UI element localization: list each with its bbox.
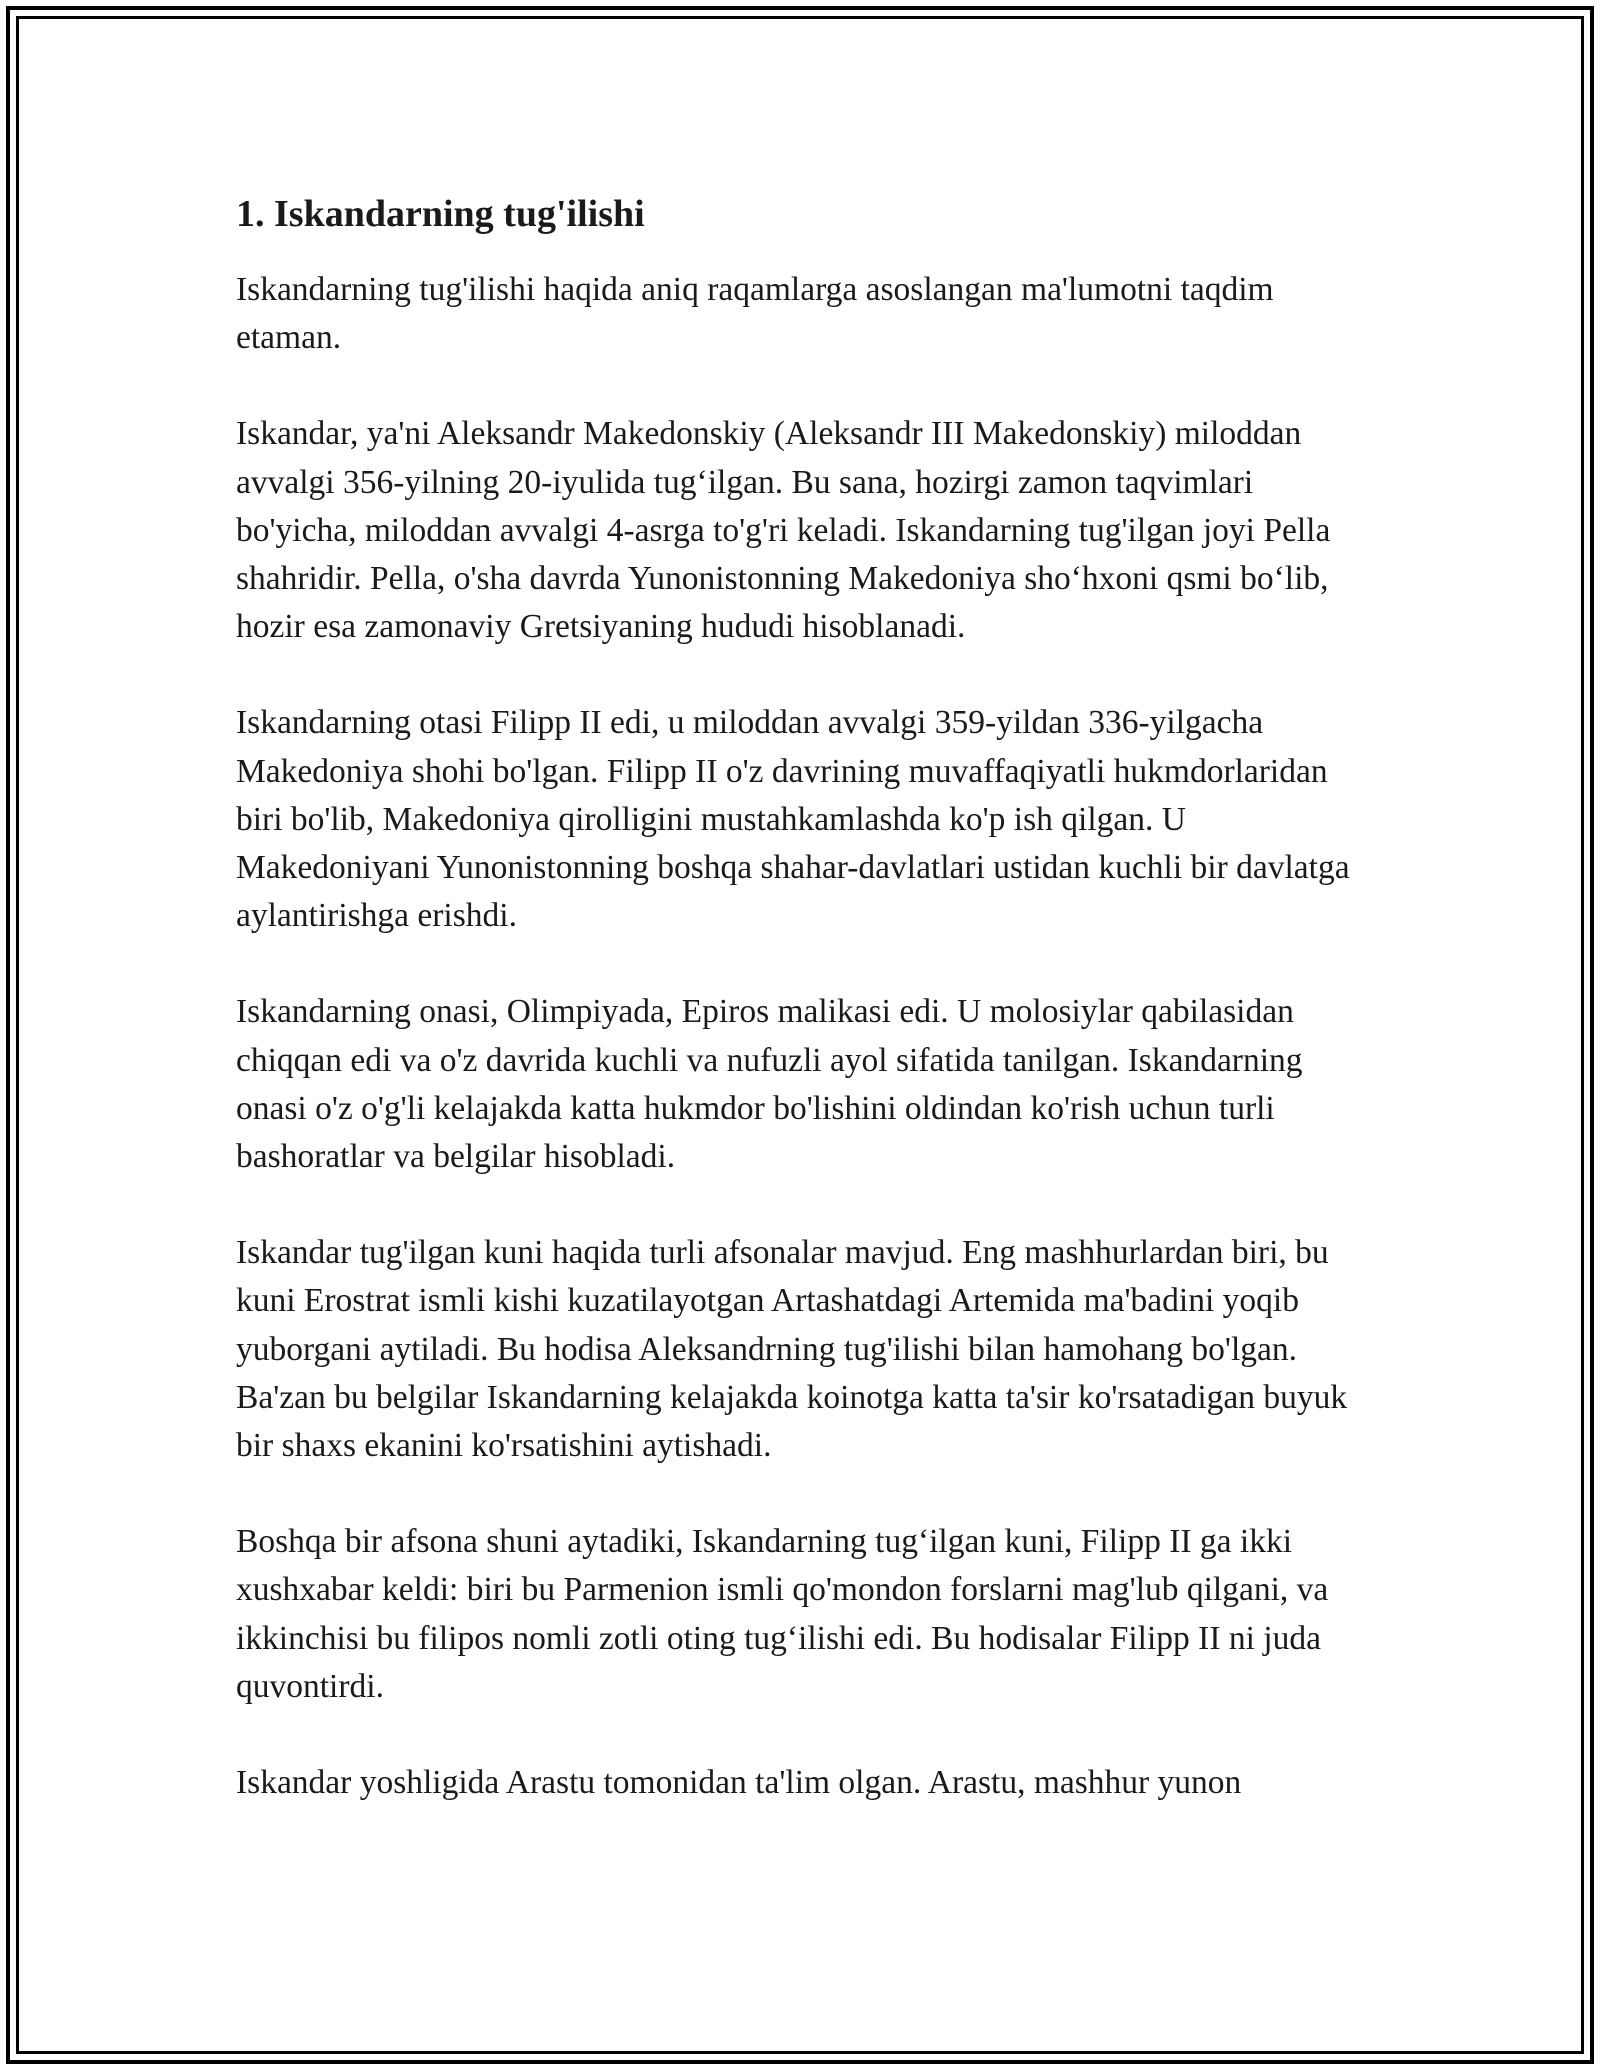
paragraph-intro: Iskandarning tug'ilishi haqida aniq raqamlarga asoslangan ma'lumotni taqdim etaman.: [236, 271, 1274, 357]
paragraph-birth: Iskandar, ya'ni Aleksandr Makedonskiy (Aleksandr III Makedonskiy) miloddan avvalgi 356-yilning 20-iyulida tug‘ilgan. Bu sana, hozirgi zamon taqvimlari bo'yicha, miloddan avvalgi 4-asrga to'g'ri keladi. Iskandarning tug'ilgan joyi Pella shahridir. Pella, o'sha davrda Yunonistonning Makedoniya sho‘hxoni qsmi bo‘lib, hozir esa zamonaviy Gretsiyaning hududi hisoblanadi.: [236, 415, 1331, 646]
paragraph-legend-news: Boshqa bir afsona shuni aytadiki, Iskandarning tug‘ilgan kuni, Filipp II ga ikki xushxabar keldi: biri bu Parmenion ismli qo'mondon forslarni mag'lub qilgani, va ikkinchisi bu filipos nomli zotli oting tug‘ilishi edi. Bu hodisalar Filipp II ni juda quvontirdi.: [236, 1523, 1329, 1705]
paragraph-mother: Iskandarning onasi, Olimpiyada, Epiros malikasi edi. U molosiylar qabilasidan chiqqan edi va o'z davrida kuchli va nufuzli ayol sifatida tanilgan. Iskandarning onasi o'z o'g'li kelajakda katta hukmdor bo'lishini oldindan ko'rish uchun turli bashoratlar va belgilar hisobladi.: [236, 993, 1303, 1176]
document-body: [236, 186, 1376, 1807]
paragraph-father: Iskandarning otasi Filipp II edi, u miloddan avvalgi 359-yildan 336-yilgacha Makedoniya shohi bo'lgan. Filipp II o'z davrining muvaffaqiyatli hukmdorlaridan biri bo'lib, Makedoniya qirolligini mustahkamlashda ko'p ish qilgan. U Makedoniyani Yunonistonning boshqa shahar-davlatlari ustidan kuchli bir davlatga aylantirishga erishdi.: [236, 704, 1350, 935]
paragraph-education: Iskandar yoshligida Arastu tomonidan ta'lim olgan. Arastu, mashhur yunon: [236, 1764, 1242, 1802]
paragraph-legend-temple: Iskandar tug'ilgan kuni haqida turli afsonalar mavjud. Eng mashhurlardan biri, bu kuni Erostrat ismli kishi kuzatilayotgan Artashatdagi Artemida ma'badini yoqib yuborgani aytiladi. Bu hodisa Aleksandrning tug'ilishi bilan hamohang bo'lgan. Ba'zan bu belgilar Iskandarning kelajakda koinotga katta ta'sir ko'rsatadigan buyuk bir shaxs ekanini ko'rsatishini aytishadi.: [236, 1234, 1348, 1465]
section-heading: 1. Iskandarning tug'ilishi: [236, 193, 645, 235]
